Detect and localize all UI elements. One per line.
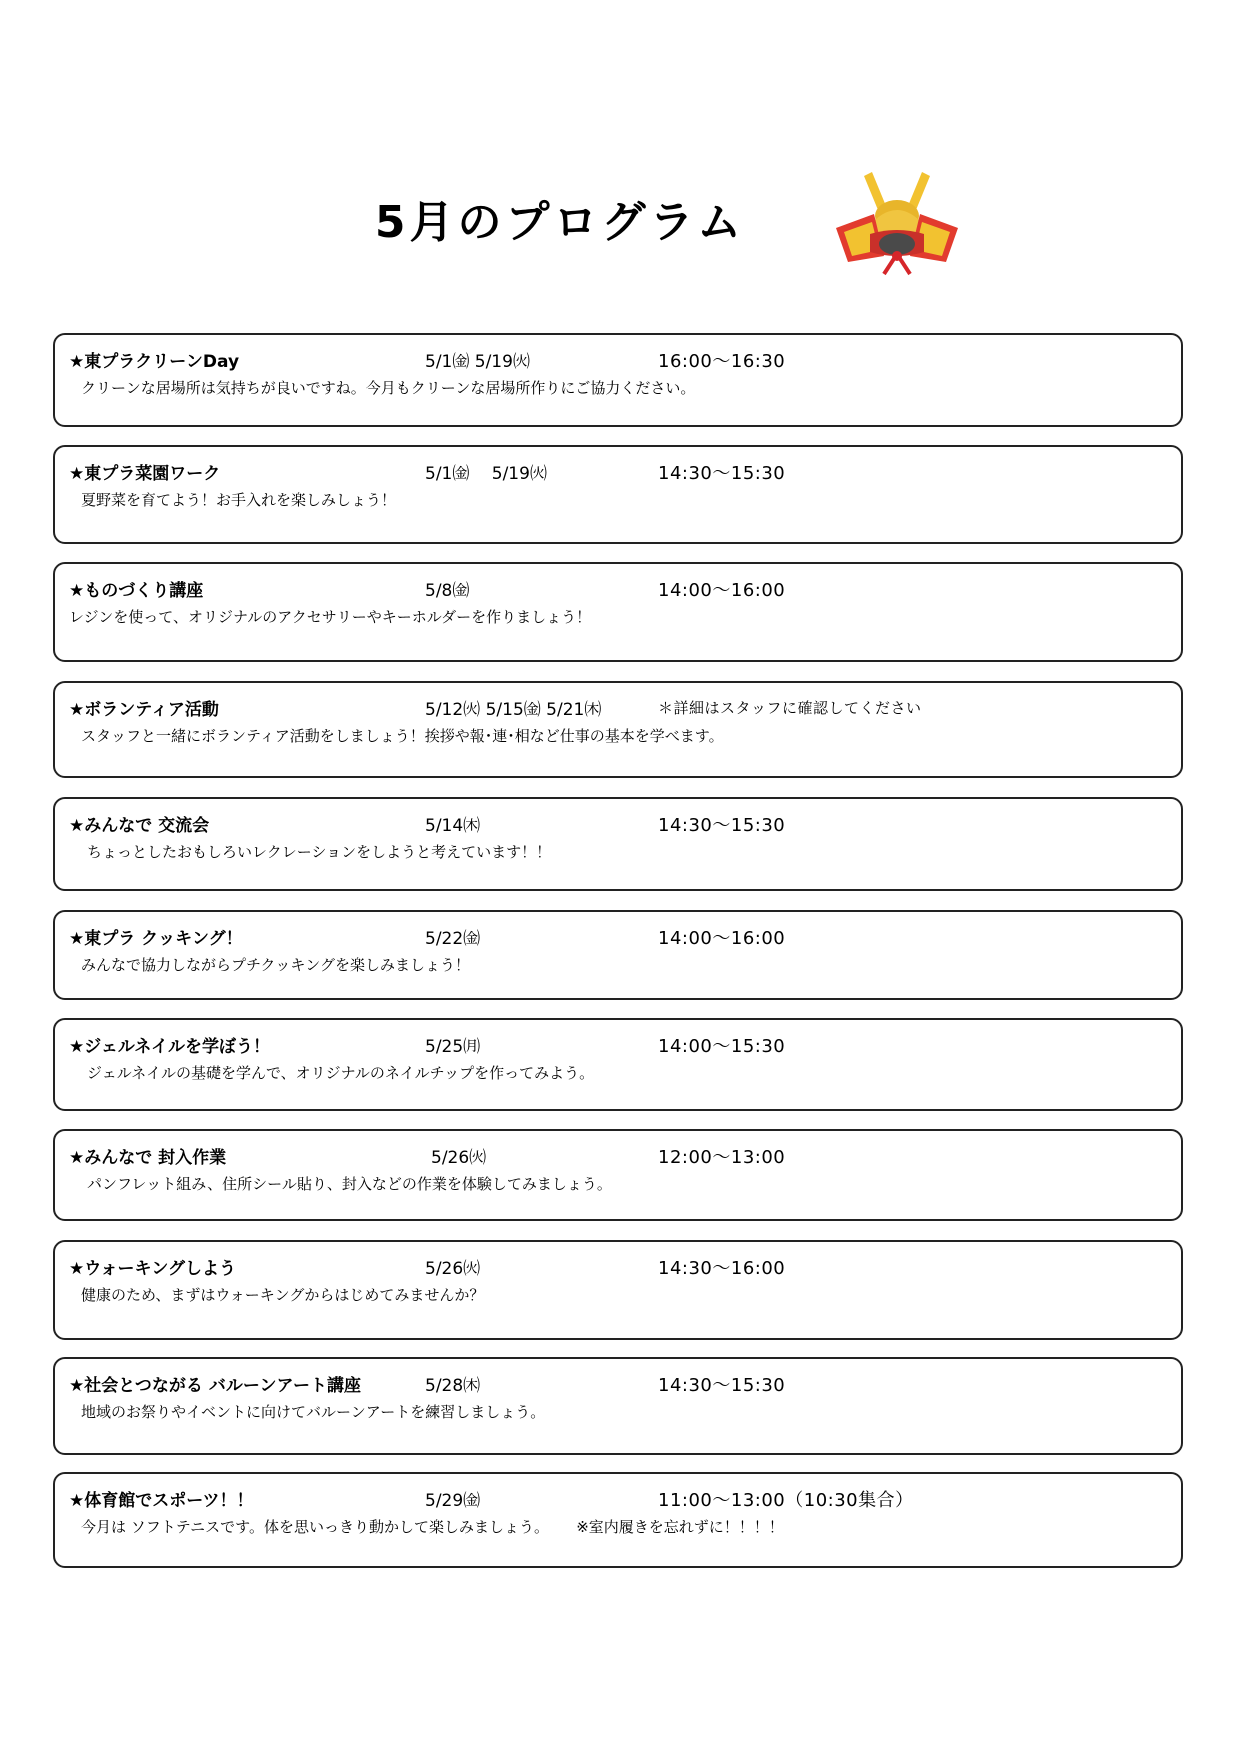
program-card xyxy=(53,910,1183,1000)
program-description: スタッフと一緒にボランティア活動をしましょう！挨拶や報･連･相など仕事の基本を学べます。 xyxy=(81,727,724,745)
program-name: ★みんなで 交流会 xyxy=(69,816,210,836)
program-description: みんなで協力しながらプチクッキングを楽しみましょう！ xyxy=(81,956,470,974)
program-date: 5/8㈮ xyxy=(425,581,470,601)
program-description: 夏野菜を育てよう！お手入れを楽しみしょう！ xyxy=(81,491,397,509)
program-card xyxy=(53,1357,1183,1455)
program-name: ★みんなで 封入作業 xyxy=(69,1148,227,1168)
program-description: レジンを使って、オリジナルのアクセサリーやキーホルダーを作りましょう！ xyxy=(69,608,592,626)
program-card xyxy=(53,1472,1183,1568)
program-name: ★体育館でスポーツ！！ xyxy=(69,1491,254,1511)
program-card xyxy=(53,1018,1183,1111)
program-time: 14:30〜15:30 xyxy=(658,463,786,484)
program-card xyxy=(53,1240,1183,1340)
program-card xyxy=(53,681,1183,778)
program-name: ★ものづくり講座 xyxy=(69,581,204,601)
kabuto-helmet-icon xyxy=(834,170,960,280)
program-description: ジェルネイルの基礎を学んで、オリジナルのネイルチップを作ってみよう。 xyxy=(87,1064,595,1082)
program-time: 14:30〜15:30 xyxy=(658,1375,786,1396)
program-time: 14:30〜15:30 xyxy=(658,815,786,836)
program-time: 16:00〜16:30 xyxy=(658,351,786,372)
program-description: 今月は ソフトテニスです。体を思いっきり動かして楽しみましょう。 ※室内履きを忘れずに！！！！ xyxy=(81,1518,784,1536)
program-time: 14:30〜16:00 xyxy=(658,1258,786,1279)
program-card xyxy=(53,797,1183,891)
program-date: 5/26㈫ xyxy=(431,1148,487,1168)
program-time: 14:00〜16:00 xyxy=(658,580,786,601)
page-title: 5月のプログラム xyxy=(374,197,746,248)
program-name: ★ウォーキングしよう xyxy=(69,1259,237,1279)
program-date: 5/28㈭ xyxy=(425,1376,481,1396)
program-date: 5/25㈪ xyxy=(425,1037,481,1057)
program-name: ★社会とつながる バルーンアート講座 xyxy=(69,1376,361,1396)
program-name: ★東プラ クッキング！ xyxy=(69,929,243,949)
program-card xyxy=(53,445,1183,544)
program-name: ★東プラ菜園ワーク xyxy=(69,464,221,484)
program-time: 12:00〜13:00 xyxy=(658,1147,786,1168)
program-time: 11:00〜13:00（10:30集合） xyxy=(658,1490,914,1511)
program-time: 14:00〜15:30 xyxy=(658,1036,786,1057)
program-description: 地域のお祭りやイベントに向けてバルーンアートを練習しましょう。 xyxy=(81,1403,546,1421)
program-note: ＊詳細はスタッフに確認してください xyxy=(658,699,922,717)
program-date: 5/12㈫ 5/15㈮ 5/21㈭ xyxy=(425,700,602,720)
program-name: ★東プラクリーンDay xyxy=(69,352,240,372)
program-name: ★ボランティア活動 xyxy=(69,700,219,720)
program-date: 5/1㈮ 5/19㈫ xyxy=(425,464,547,484)
program-description: 健康のため、まずはウォーキングからはじめてみませんか？ xyxy=(81,1286,485,1304)
program-description: クリーンな居場所は気持ちが良いですね。今月もクリーンな居場所作りにご協力ください。 xyxy=(81,379,696,397)
program-card xyxy=(53,562,1183,662)
program-name: ★ジェルネイルを学ぼう！ xyxy=(69,1037,271,1057)
program-description: パンフレット組み、住所シール貼り、封入などの作業を体験してみましょう。 xyxy=(87,1175,612,1193)
program-date: 5/26㈫ xyxy=(425,1259,481,1279)
program-card xyxy=(53,333,1183,427)
program-description: ちょっとしたおもしろいレクレーションをしようと考えています！！ xyxy=(87,843,552,861)
program-date: 5/22㈮ xyxy=(425,929,481,949)
program-date: 5/29㈮ xyxy=(425,1491,481,1511)
program-time: 14:00〜16:00 xyxy=(658,928,786,949)
program-card xyxy=(53,1129,1183,1221)
program-date: 5/14㈭ xyxy=(425,816,481,836)
program-date: 5/1㈮ 5/19㈫ xyxy=(425,352,530,372)
